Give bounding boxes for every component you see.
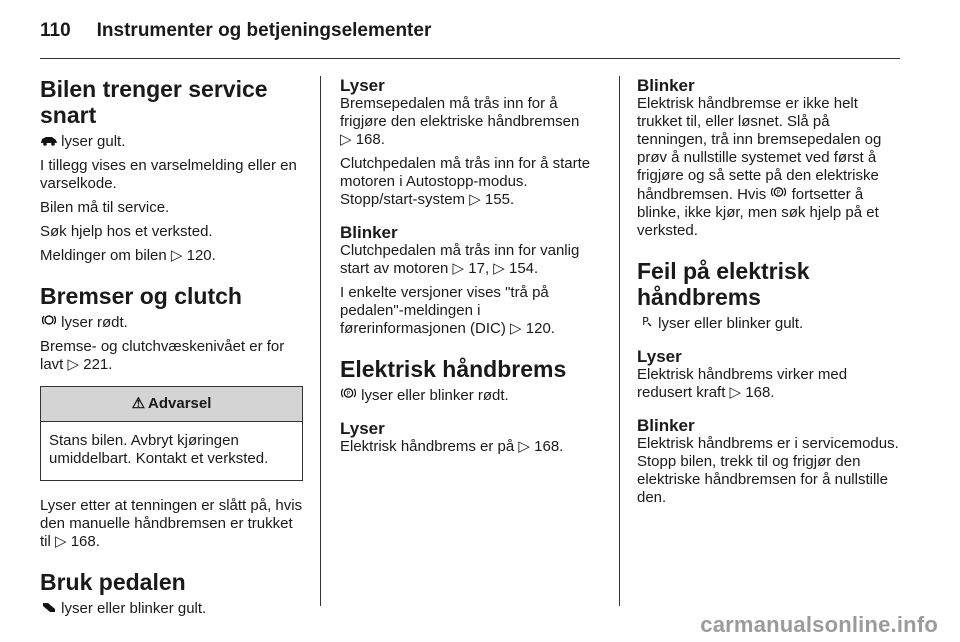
arrow-icon: ▷ <box>67 356 80 373</box>
parking-brake-icon <box>770 185 787 203</box>
arrow-icon: ▷ <box>340 131 352 148</box>
svg-text:P: P <box>777 189 781 197</box>
svg-text:P: P <box>642 315 649 328</box>
arrow-icon: ▷ <box>518 438 530 455</box>
warning-text: Stans bilen. Avbryt kjøringen umiddelbart. Kontakt et verksted. <box>49 432 269 467</box>
header-rule <box>40 58 900 59</box>
section-title: Feil på elektrisk håndbrems <box>637 258 810 310</box>
page-number: 110 <box>40 20 71 41</box>
car-service-icon <box>40 132 57 150</box>
arrow-icon: ▷ <box>510 320 522 337</box>
section-title: Bilen trenger service snart <box>40 76 268 128</box>
column-3: Blinker Elektrisk håndbremse er ikke helt trukket til, eller løsnet. Slå på tenningen, trå inn bremsepedalen og prøv å nullstille systemet ved først å frigjøre og så sette på den elektriske håndbremsen. Hvis P fortsetter å blinke, ikke kjør, men søk hjelp på et verksted. Feil på elektrisk håndbrems P lyser eller blinker gult. Lyser Elektrisk håndbrems virker med redusert kraft ▷ 168. Blinker Elektrisk håndbrems er i servicemodus. Stopp bilen, trekk til og frigjør den elektriske håndbremsen for å nullstille den. <box>637 76 902 513</box>
arrow-icon: ▷ <box>55 533 67 550</box>
column-divider <box>619 76 620 606</box>
arrow-icon: ▷ <box>170 247 183 264</box>
section-title: Bruk pedalen <box>40 569 186 595</box>
column-2: Lyser Bremsepedalen må trås inn for å frigjøre den elektriske håndbremsen ▷ 168. Clutchpedalen må trås inn for å starte motoren i Autostopp-modus. Stopp/start-system ▷ 155. Blinker Clutchpedalen må trås inn for vanlig start av motoren ▷ 17, ▷ 154. I enkelte versjoner vises "trå på pedalen"-meldingen i førerinformasjonen (DIC) ▷ 120. Elektrisk håndbrems P lyser eller blinker rødt. Lyser Elektrisk håndbrems er på ▷ 168. <box>340 76 605 462</box>
section-title: Bremser og clutch <box>40 283 242 309</box>
watermark-logo: carmanualsonline.info <box>700 612 938 637</box>
page-header <box>40 20 431 42</box>
brake-circle-icon <box>40 313 57 331</box>
arrow-icon: ▷ <box>469 191 481 208</box>
warning-header: ⚠ Advarsel <box>41 387 302 422</box>
warning-triangle-icon: ⚠ <box>131 395 146 412</box>
warning-box <box>40 386 303 481</box>
arrow-icon: ▷ <box>729 384 742 401</box>
pedal-foot-icon <box>40 599 57 617</box>
column-divider <box>320 76 321 606</box>
arrow-icon: ▷ <box>452 260 465 277</box>
column-1: Bilen trenger service snart lyser gult. I tillegg vises en varselmelding eller en varselkode. Bilen må til service. Søk hjelp hos et verksted. Meldinger om bilen ▷ 120. Bremser og clutch lyser rødt. Bremse- og clutchvæskenivået er for lavt ▷ 221. ⚠ Advarsel Stans bilen. Avbryt kjøringen umiddelbart. Kontakt et verksted. Lyser etter at tenningen er slått på, hvis den manuelle håndbremsen er trukket til ▷ 168. Bruk pedalen lyser eller blinker gult. <box>40 76 305 624</box>
arrow-icon: ▷ <box>493 260 505 277</box>
chapter-title: Instrumenter og betjeningselementer <box>96 20 432 41</box>
parking-brake-icon <box>340 386 357 404</box>
section-title: Elektrisk håndbrems <box>340 356 567 382</box>
parking-brake-fault-icon <box>637 314 654 332</box>
svg-text:P: P <box>346 390 351 398</box>
